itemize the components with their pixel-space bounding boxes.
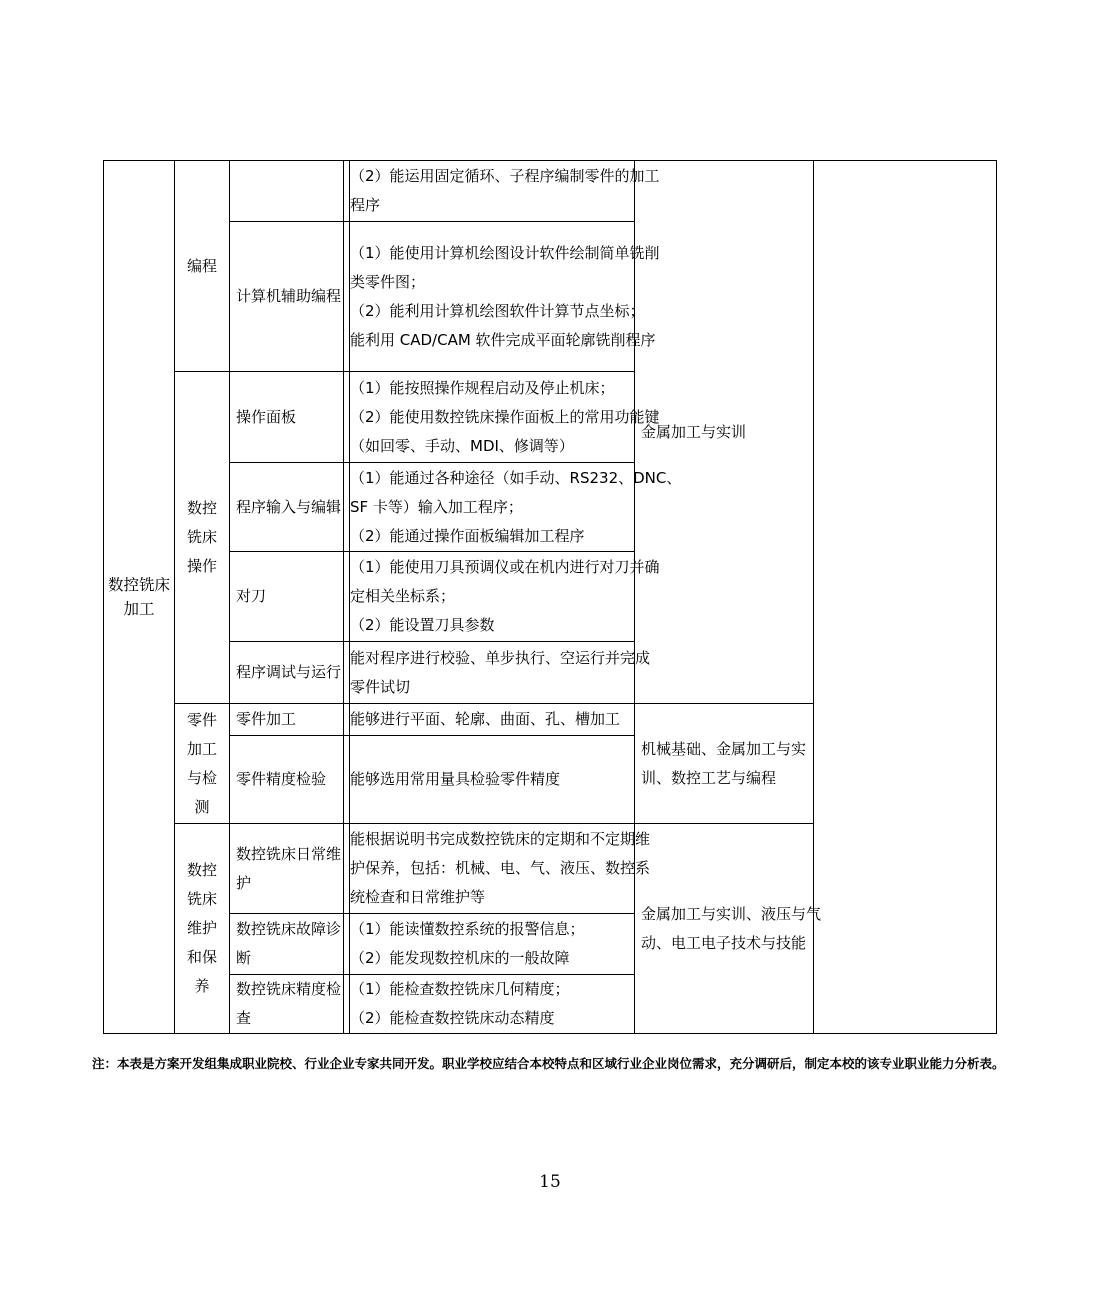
item-cell-1 bbox=[229, 160, 350, 222]
cell-text-line: （2）能发现数控机床的一般故障 bbox=[350, 949, 570, 967]
requirement-cell-7 bbox=[343, 703, 635, 736]
cell-text-line: 零件加工 bbox=[236, 710, 297, 728]
cell-text-line: 铣床 bbox=[186, 528, 217, 546]
cell-text-line: （2）能利用计算机绘图软件计算节点坐标； bbox=[350, 301, 645, 320]
cell-text-line: 操作 bbox=[186, 557, 217, 575]
cell-text-line: 加工 bbox=[186, 739, 217, 758]
cell-text-line: （1）能按照操作规程启动及停止机床； bbox=[350, 378, 615, 397]
cell-text-line: 定相关坐标系； bbox=[350, 587, 456, 605]
cell-text-line: （1）能读懂数控系统的报警信息； bbox=[350, 920, 585, 938]
cell-text-line: 铣床 bbox=[186, 890, 217, 908]
cell-text-line: 动、电工电子技术与技能 bbox=[641, 933, 807, 952]
cell-text-line: 护 bbox=[236, 873, 252, 892]
cell-text-line: SF 卡等）输入加工程序； bbox=[350, 497, 523, 516]
item-cell-4 bbox=[229, 462, 350, 552]
item-cell-9 bbox=[229, 823, 350, 914]
cell-text-line: 对刀 bbox=[236, 587, 267, 605]
cell-text-line: 数控铣床精度检 bbox=[236, 980, 342, 998]
item-cell-3 bbox=[229, 371, 350, 463]
requirement-cell-3 bbox=[343, 371, 660, 463]
cell-text-line: 维护 bbox=[186, 919, 217, 937]
cell-text-line: 数控 bbox=[186, 499, 217, 517]
table-footnote: 注：本表是方案开发组集成职业院校、行业企业专家共同开发。职业学校应结合本校特点和区域行业企业岗位需求，充分调研后，制定本校的该专业职业能力分析表。 bbox=[92, 1056, 1005, 1071]
cell-text-line: （2）能使用数控铣床操作面板上的常用功能键 bbox=[350, 407, 660, 426]
cell-text-line: 金属加工与实训、液压与气 bbox=[641, 904, 822, 923]
requirement-cell-5 bbox=[343, 551, 660, 642]
cell-text-line: 查 bbox=[236, 1009, 252, 1027]
requirement-cell-11 bbox=[343, 974, 635, 1034]
cell-text-line: （2）能通过操作面板编辑加工程序 bbox=[350, 526, 585, 545]
requirement-cell-9 bbox=[343, 823, 651, 914]
cell-text-line: 数控 bbox=[186, 861, 217, 879]
cell-text-line: （2）能运用固定循环、子程序编制零件的加工 bbox=[350, 167, 660, 185]
requirement-cell-1 bbox=[343, 160, 660, 222]
cell-text-line: 零件试切 bbox=[350, 677, 411, 696]
course-cell-mechanical bbox=[634, 703, 814, 824]
cell-text-line: 能利用 CAD/CAM 软件完成平面轮廓铣削程序 bbox=[350, 330, 656, 349]
cell-text-line: （1）能使用计算机绘图设计软件绘制简单铣削 bbox=[350, 243, 660, 262]
cell-text-line: 测 bbox=[194, 797, 210, 816]
item-cell-6 bbox=[229, 641, 350, 704]
cell-text-line: 程序输入与编辑 bbox=[236, 497, 342, 516]
task-operation bbox=[174, 371, 230, 704]
cell-text-line: 能对程序进行校验、单步执行、空运行并完成 bbox=[350, 648, 651, 667]
item-cell-7 bbox=[229, 703, 350, 736]
cell-text-line: 机械基础、金属加工与实 bbox=[641, 739, 807, 758]
task-maintenance bbox=[174, 823, 230, 1034]
cell-text-line: 类零件图； bbox=[350, 272, 426, 291]
cell-text-line: （1）能通过各种途径（如手动、RS232、DNC、 bbox=[350, 468, 682, 487]
remarks-cell bbox=[813, 160, 997, 1034]
cell-text-line: 金属加工与实训 bbox=[641, 422, 747, 441]
cell-text-line: （2）能检查数控铣床动态精度 bbox=[350, 1009, 555, 1027]
page-number: 15 bbox=[539, 1172, 561, 1192]
item-cell-2 bbox=[229, 221, 350, 372]
cell-text-line: 操作面板 bbox=[236, 407, 297, 426]
cell-text-line: 养 bbox=[194, 977, 210, 995]
item-cell-5 bbox=[229, 551, 350, 642]
cell-text-line: 程序调试与运行 bbox=[236, 663, 342, 681]
cell-text-line: 能够选用常用量具检验零件精度 bbox=[350, 770, 561, 788]
course-cell-metal bbox=[634, 160, 814, 704]
requirement-cell-8 bbox=[343, 735, 635, 824]
cell-text-line: 零件精度检验 bbox=[236, 770, 327, 788]
cell-text-line: 能根据说明书完成数控铣床的定期和不定期维 bbox=[350, 830, 651, 848]
requirement-cell-6 bbox=[343, 641, 651, 704]
item-cell-10 bbox=[229, 913, 350, 975]
cell-text-line: 编程 bbox=[186, 256, 217, 275]
cell-text-line: 数控铣床故障诊 bbox=[236, 920, 342, 938]
cell-text-line: 数控铣床 bbox=[107, 576, 170, 594]
item-cell-11 bbox=[229, 974, 350, 1034]
cell-text-line: 计算机辅助编程 bbox=[236, 287, 342, 305]
cell-text-line: 能够进行平面、轮廓、曲面、孔、槽加工 bbox=[350, 710, 621, 728]
cell-text-line: （1）能检查数控铣床几何精度； bbox=[350, 980, 570, 998]
area-cell bbox=[103, 160, 175, 1034]
cell-text-line: 和保 bbox=[186, 948, 217, 966]
course-cell-hydraulic bbox=[634, 823, 822, 1034]
requirement-cell-10 bbox=[343, 913, 635, 975]
cell-text-line: 与检 bbox=[186, 768, 217, 787]
ability-analysis-table bbox=[103, 160, 997, 1034]
task-machining bbox=[174, 703, 230, 824]
task-programming bbox=[174, 160, 230, 372]
cell-text-line: 程序 bbox=[350, 196, 381, 214]
cell-text-line: 护保养，包括：机械、电、气、液压、数控系 bbox=[350, 859, 651, 877]
cell-text-line: 训、数控工艺与编程 bbox=[641, 768, 777, 787]
cell-text-line: 零件 bbox=[186, 710, 217, 729]
cell-text-line: （如回零、手动、MDI、修调等） bbox=[350, 436, 574, 455]
cell-text-line: 数控铣床日常维 bbox=[236, 844, 342, 863]
cell-text-line: （2）能设置刀具参数 bbox=[350, 616, 495, 634]
cell-text-line: 断 bbox=[236, 949, 252, 967]
requirement-cell-2 bbox=[343, 221, 660, 372]
cell-text-line: （1）能使用刀具预调仪或在机内进行对刀并确 bbox=[350, 558, 660, 576]
cell-text-line: 统检查和日常维护等 bbox=[350, 888, 486, 906]
item-cell-8 bbox=[229, 735, 350, 824]
requirement-cell-4 bbox=[343, 462, 682, 552]
cell-text-line: 加工 bbox=[123, 600, 155, 618]
